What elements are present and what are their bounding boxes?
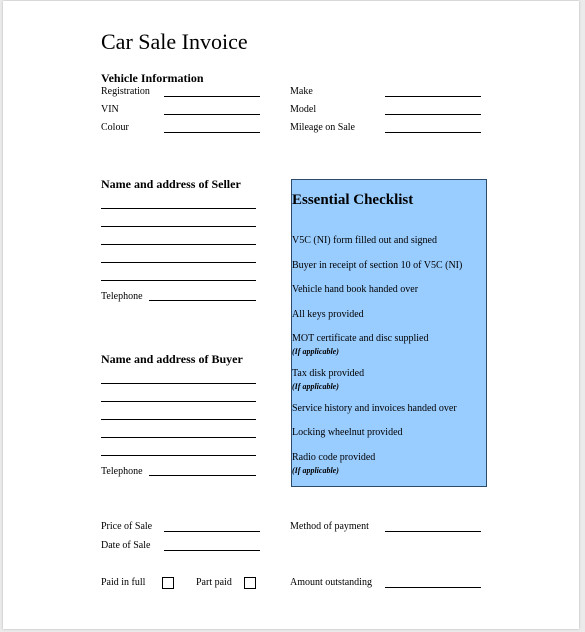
buyer-address-line-3[interactable] [101, 419, 256, 420]
checklist-item: V5C (NI) form filled out and signed [292, 235, 437, 246]
vin-field[interactable] [164, 114, 260, 115]
checklist-item-note: (If applicable) [292, 347, 339, 356]
seller-address-line-5[interactable] [101, 280, 256, 281]
checklist-item: MOT certificate and disc supplied [292, 333, 429, 344]
price-of-sale-label: Price of Sale [101, 521, 153, 532]
seller-telephone-label: Telephone [101, 291, 143, 302]
checklist-item: Radio code provided [292, 452, 376, 463]
date-of-sale-field[interactable] [164, 550, 260, 551]
amount-outstanding-field[interactable] [385, 587, 481, 588]
paid-in-full-checkbox[interactable] [162, 577, 174, 589]
checklist-item-note: (If applicable) [292, 466, 339, 475]
vin-label: VIN [101, 104, 119, 115]
seller-telephone-field[interactable] [149, 300, 256, 301]
method-of-payment-label: Method of payment [290, 521, 369, 532]
seller-address-line-3[interactable] [101, 244, 256, 245]
seller-address-line-4[interactable] [101, 262, 256, 263]
paid-in-full-label: Paid in full [101, 577, 146, 588]
seller-heading: Name and address of Seller [101, 177, 241, 191]
model-label: Model [290, 104, 317, 115]
mileage-field[interactable] [385, 132, 481, 133]
make-field[interactable] [385, 96, 481, 97]
checklist-item: Locking wheelnut provided [292, 427, 403, 438]
seller-address-line-1[interactable] [101, 208, 256, 209]
method-of-payment-field[interactable] [385, 531, 481, 532]
part-paid-label: Part paid [196, 577, 232, 588]
model-field[interactable] [385, 114, 481, 115]
buyer-heading: Name and address of Buyer [101, 352, 243, 366]
colour-field[interactable] [164, 132, 260, 133]
checklist-item: All keys provided [292, 309, 364, 320]
checklist-item-note: (If applicable) [292, 382, 339, 391]
checklist-title: Essential Checklist [292, 192, 414, 208]
date-of-sale-label: Date of Sale [101, 540, 151, 551]
part-paid-checkbox[interactable] [244, 577, 256, 589]
buyer-telephone-field[interactable] [149, 475, 256, 476]
colour-label: Colour [101, 122, 129, 133]
invoice-page [3, 1, 579, 629]
buyer-address-line-4[interactable] [101, 437, 256, 438]
mileage-label: Mileage on Sale [290, 122, 355, 133]
make-label: Make [290, 86, 313, 97]
seller-address-line-2[interactable] [101, 226, 256, 227]
essential-checklist-box [291, 179, 487, 487]
checklist-item: Tax disk provided [292, 368, 365, 379]
checklist-item: Service history and invoices handed over [292, 403, 457, 414]
checklist-item: Vehicle hand book handed over [292, 284, 419, 295]
price-of-sale-field[interactable] [164, 531, 260, 532]
checklist-item: Buyer in receipt of section 10 of V5C (NI) [292, 260, 463, 271]
vehicle-info-heading: Vehicle Information [101, 71, 204, 85]
page-title: Car Sale Invoice [101, 29, 248, 54]
registration-label: Registration [101, 86, 150, 97]
buyer-address-line-2[interactable] [101, 401, 256, 402]
buyer-address-line-5[interactable] [101, 455, 256, 456]
buyer-telephone-label: Telephone [101, 466, 143, 477]
registration-field[interactable] [164, 96, 260, 97]
buyer-address-line-1[interactable] [101, 383, 256, 384]
amount-outstanding-label: Amount outstanding [290, 577, 372, 588]
